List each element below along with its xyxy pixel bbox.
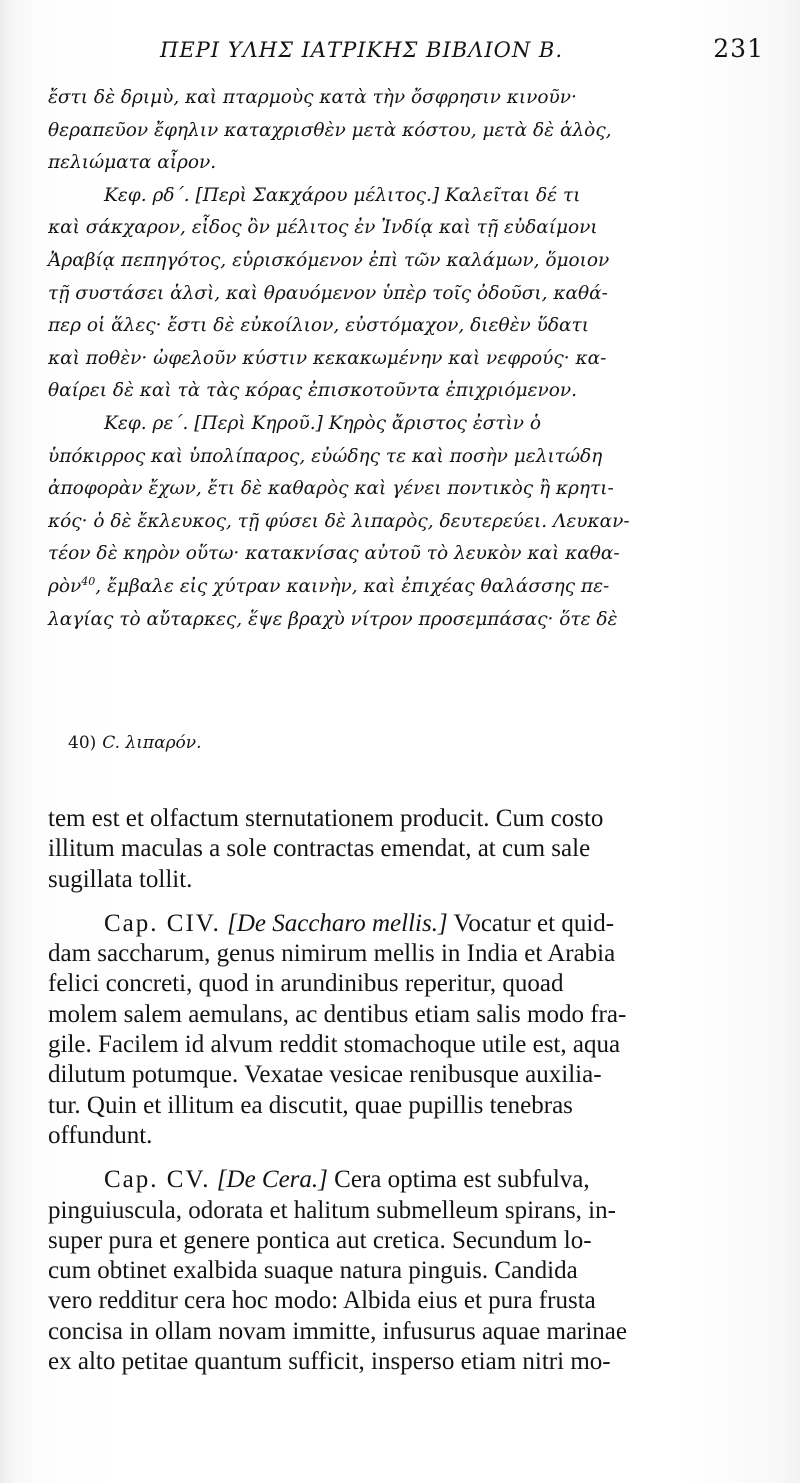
latin-line: gile. Facilem id alvum reddit stomachoque utile est, aqua	[48, 1031, 621, 1059]
running-title: ΠΕΡΙ ΥΛΗΣ ΙΑΤΡΙΚΗΣ ΒΙΒΛΙΟΝ Β.	[160, 38, 564, 62]
latin-line: tem est et olfactum sternutationem producit. Cum costo	[48, 805, 604, 832]
chapter-heading: Cap. CIV.	[104, 909, 221, 937]
paragraph-gap	[48, 895, 778, 909]
footnote-number: 40)	[68, 733, 97, 753]
greek-line: ἔστι δὲ δριμὺ, καὶ πταρμοὺς κατὰ τὴν ὄσφρησιν κινοῦν·	[48, 87, 577, 108]
greek-line: λαγίας τὸ αὔταρκες, ἕψε βραχὺ νίτρον προσεμπάσας· ὅτε δὲ	[48, 608, 618, 630]
latin-line: pinguiuscula, odorata et halitum submelleum spirans, in-	[48, 1196, 616, 1224]
latin-line: felici concreti, quod in arundinibus reperitur, quoad	[48, 970, 564, 998]
footnote-reference: 40	[81, 574, 96, 588]
latin-line: Cap. CIV. [De Saccharo mellis.] Vocatur et quid-	[104, 909, 615, 937]
footnote	[68, 733, 202, 753]
greek-line: καὶ ποθὲν· ὠφελοῦν κύστιν κεκακωμένην καὶ νεφρούς· κα-	[48, 347, 607, 369]
latin-line: vero redditur cera hoc modo: Albida eius et pura frusta	[48, 1287, 596, 1315]
latin-line: offundunt.	[48, 1121, 153, 1149]
greek-line	[48, 408, 764, 441]
running-head	[0, 28, 800, 78]
greek-line: πελιώματα αἶρον.	[48, 152, 217, 174]
latin-line: concisa in ollam novam immitte, infusurus aquae marinae	[48, 1317, 628, 1345]
greek-line: κός· ὁ δὲ ἔκλευκος, τῇ φύσει δὲ λιπαρὸς, δευτερεύει. Λευκαν-	[48, 510, 630, 532]
latin-line: illitum maculas a sole contractas emendat, at cum sale	[48, 835, 591, 863]
chapter-title: [De Cera.]	[216, 1166, 328, 1194]
chapter-heading: Cap. CV.	[104, 1166, 211, 1194]
latin-line: tur. Quin et illitum ea discutit, quae pupillis tenebras	[48, 1091, 573, 1119]
chapter-title: [De Saccharo mellis.]	[227, 909, 448, 937]
latin-line: sugillata tollit.	[48, 865, 193, 893]
greek-line: ἀποφορὰν ἔχων, ἔτι δὲ καθαρὸς καὶ γένει ποντικὸς ἢ κρητι-	[48, 478, 614, 500]
greek-line: θαίρει δὲ καὶ τὰ τὰς κόρας ἐπισκοτοῦντα ἐπιχριόμενον.	[48, 380, 577, 402]
greek-line: καὶ σάκχαρον, εἶδος ὂν μέλιτος ἐν Ἰνδίᾳ καὶ τῇ εὐδαίμονι	[48, 217, 598, 239]
latin-line: dilutum potumque. Vexatae vesicae renibusque auxilia-	[48, 1061, 602, 1089]
greek-line: θεραπεῦον ἔφηλιν καταχρισθὲν μετὰ κόστου, μετὰ δὲ ἁλὸς,	[48, 119, 612, 141]
greek-text-block	[48, 82, 764, 636]
paragraph-gap	[48, 1151, 778, 1165]
latin-line: Cap. CV. [De Cera.] Cera optima est subfulva,	[104, 1166, 590, 1194]
latin-line: super pura et genere pontica aut cretica. Secundum lo-	[48, 1226, 592, 1254]
greek-line: τέον δὲ κηρὸν οὕτω· κατακνίσας αὐτοῦ τὸ λευκὸν καὶ καθα-	[48, 543, 620, 565]
latin-text-block	[48, 804, 778, 1377]
page-number: 231	[713, 34, 764, 63]
greek-line	[48, 180, 764, 213]
chapter-heading: Κεφ. ρδ΄. [Περὶ Σακχάρου μέλιτος.] Καλεῖται δέ τι	[104, 184, 581, 206]
greek-line: τῇ συστάσει ἁλσὶ, καὶ θραυόμενον ὑπὲρ τοῖς ὀδοῦσι, καθά-	[48, 282, 608, 304]
latin-line: cum obtinet exalbida suaque natura pinguis. Candida	[48, 1257, 578, 1285]
footnote-text: C. λιπαρόν.	[102, 733, 202, 753]
greek-line: ρὸν$^{40}$, ἔμβαλε εἰς χύτραν καινὴν, καὶ ἐπιχέας θαλάσσης πε-	[48, 574, 610, 597]
latin-line: ex alto petitae quantum sufficit, insperso etiam nitri mo-	[48, 1348, 611, 1376]
greek-line: Ἀραβίᾳ πεπηγότος, εὑρισκόμενον ἐπὶ τῶν καλάμων, ὅμοιον	[48, 249, 610, 271]
greek-line: ὑπόκιρρος καὶ ὑπολίπαρος, εὐώδης τε καὶ ποσὴν μελιτώδη	[48, 445, 603, 467]
chapter-heading: Κεφ. ρε΄. [Περὶ Κηροῦ.] Κηρὸς ἄριστος ἐστὶν ὁ	[104, 412, 542, 434]
latin-line: molem salem aemulans, ac dentibus etiam salis modo fra-	[48, 1000, 627, 1028]
latin-line: dam saccharum, genus nimirum mellis in India et Arabia	[48, 940, 616, 968]
greek-line: περ οἱ ἅλες· ἔστι δὲ εὐκοίλιον, εὐστόμαχον, διεθὲν ὕδατι	[48, 315, 589, 337]
